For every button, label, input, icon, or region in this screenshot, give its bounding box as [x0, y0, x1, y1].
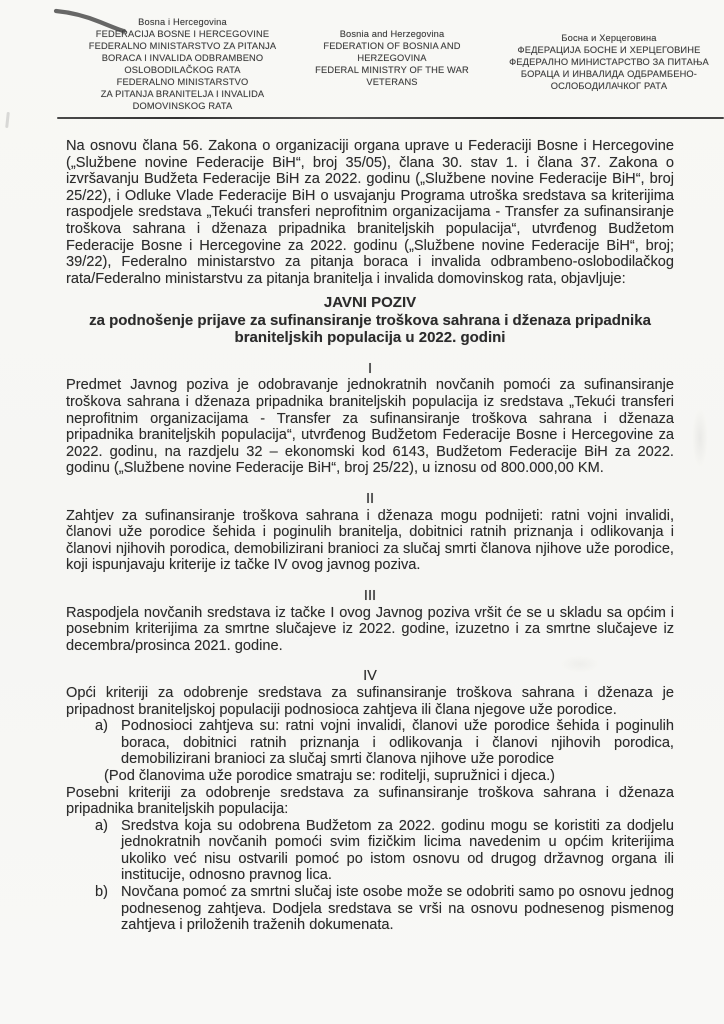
document-body — [66, 138, 674, 934]
letterhead-line: BORACA I INVALIDA ODBRAMBENO — [101, 53, 264, 63]
section-numeral-2: II — [365, 491, 375, 507]
letterhead-line: FEDERAL MINISTRY OF THE WAR — [315, 65, 469, 75]
section-numeral-1: I — [367, 360, 373, 377]
letterhead-line: HERZEGOVINA — [357, 53, 427, 63]
letterhead-line: Bosna i Hercegovina — [138, 17, 227, 27]
section-3-body: Raspodjela novčanih sredstava iz tačke I ovog Javnog poziva vršit će se u skladu sa općim i posebnim kriterijima za smrtne slučajeve iz 2022. godine, izuzetno i za smrtne slučajeve iz decembra/prosinca 2021. godine. — [66, 604, 674, 654]
title-block — [66, 294, 674, 347]
document-subtitle: za podnošenje prijave za sufinansiranje troškova sahrana i dženaza pripadnika braniteljskih populacija u 2022. godini — [89, 311, 651, 347]
list-item-text: Podnosioci zahtjeva su: ratni vojni invalidi, članovi uže porodice šehida i poginulih boraca, dobitnici ratnih priznanja i odlikovanja i članovi njihovih porodica, demobilizirani branioci za slučaj smrti članova njihove uže porodice — [121, 718, 674, 768]
family-members-note: (Pod članovima uže porodice smatraju se: roditelji, supružnici i djeca.) — [104, 767, 555, 784]
letterhead-line: ZA PITANJA BRANITELJA I INVALIDA — [100, 89, 265, 99]
letterhead-line: ФЕДЕРАЛНО МИНИСТАРСТВО ЗА ПИТАЊА — [509, 57, 709, 67]
letterhead-line: ФЕДЕРАЦИЈА БОСНЕ И ХЕРЦЕГОВИНЕ — [517, 45, 701, 55]
list-item-special-a — [66, 818, 674, 884]
letterhead-bosnian — [75, 16, 290, 112]
list-marker: a) — [95, 817, 108, 834]
section-4-special-criteria: Posebni kriteriji za odobrenje sredstava za sufinansiranje troškova sahrana i dženaza pripadnika braniteljskih populacija: — [66, 784, 674, 818]
section-2-body: Zahtjev za sufinansiranje troškova sahrana i dženaza mogu podnijeti: ratni vojni invalidi, članovi uže porodice šehida i poginulih branitelja, dobitnici ratnih priznanja i odlikovanja i članovi njihovih porodica, demobilizirani branioci za slučaj smrti članova njihove uže porodice, koji ispunjavaju kriterije iz tačke IV ovog javnog poziva. — [66, 507, 674, 574]
list-item-general-a — [66, 718, 674, 768]
list-marker: b) — [95, 884, 108, 901]
letterhead-english — [292, 28, 492, 88]
scan-artifact — [692, 408, 708, 468]
document-title: JAVNI POZIV — [323, 294, 417, 312]
letterhead-line: OSLOBODILAČKOG RATA — [124, 65, 241, 75]
intro-paragraph: Na osnovu člana 56. Zakona o organizaciji organa uprave u Federaciji Bosne i Hercegovine („Službene novine Federacije BiH“, broj 35/05), člana 30. stav 1. i člana 37. Zakona o izvršavanju Budžeta Federacije BiH za 2022. godinu („Službene novine Federacije BiH“, broj 25/22), i Odluke Vlade Federacije BiH o usvajanju Programa utroška sredstava sa kriterijima raspodjele sredstava „Tekući transferi neprofitnim organizacijama - Transfer za sufinansiranje troškova sahrana i dženaza pripadnika braniteljskih populacija“, utvrđenog Budžetom Federacije Bosne i Hercegovine za 2022. godinu („Službene novine Federacije BiH“, broj; 39/22), Federalno ministarstvo za pitanja boraca i invalida odbrambeno-oslobodilačkog rata/Federalno ministarstvu za pitanja branitelja i invalida domovinskog rata, objavljuje: — [66, 138, 674, 287]
letterhead-line: DOMOVINSKOG RATA — [132, 101, 233, 111]
letterhead-line: FEDERATION OF BOSNIA AND — [323, 41, 461, 51]
letterhead-cyrillic — [496, 32, 722, 92]
letterhead-line: Босна и Херцеговина — [561, 33, 657, 43]
section-numeral-4: IV — [363, 668, 377, 685]
list-marker: a) — [95, 718, 108, 735]
letterhead-line: VETERANS — [366, 77, 418, 87]
section-1-body: Predmet Javnog poziva je odobravanje jednokratnih novčanih pomoći za sufinansiranje troškova sahrana i dženaza pripadnika braniteljskih populacija iz sredstava „Tekući transferi neprofitnim organizacijama - Transfer za sufinansiranje troškova sahrana i dženaza pripadnika braniteljskih populacija“, utvrđenog Budžetom Federacije Bosne i Hercegovine za 2022. godinu, na razdjelu 32 – ekonomski kod 6143, Budžetom Federacije BiH za 2022. godinu („Službene novine Federacije BiH“, broj 25/22), u iznosu od 800.000,00 KM. — [66, 377, 674, 477]
letterhead-line: FEDERACIJA BOSNE I HERCEGOVINE — [95, 29, 270, 39]
letterhead-line: Bosnia and Herzegovina — [339, 29, 445, 39]
list-item-text: Novčana pomoć za smrtni slučaj iste osobe može se odobriti samo po osnovu jednog podnesenog zahtjeva. Dodjela sredstava se vrši na osnovu podnesenog pismenog zahtjeva i priloženih traženih dokumenata. — [121, 884, 674, 934]
section-4-general-criteria: Opći kriteriji za odobrenje sredstava za sufinansiranje troškova sahrana i dženaza je pripadnost braniteljskoj populaciji podnosioca zahtjeva ili člana njegove uže porodice. — [66, 684, 674, 718]
list-item-special-b — [66, 884, 674, 934]
letterhead-line: БОРАЦА И ИНВАЛИДА ОДБРАМБЕНО- — [520, 69, 698, 79]
letterhead-divider — [57, 117, 724, 119]
letterhead — [0, 0, 724, 118]
letterhead-line: FEDERALNO MINISTARSTVO ZA PITANJA — [88, 41, 277, 51]
letterhead-line: FEDERALNO MINISTARSTVO — [116, 77, 249, 87]
letterhead-line: ОСЛОБОДИЛАЧКОГ РАТА — [550, 81, 668, 91]
section-numeral-3: III — [363, 587, 377, 604]
list-item-text: Sredstva koja su odobrena Budžetom za 2022. godinu mogu se koristiti za dodjelu jednokratnih novčanih pomoći svim fizičkim licima navedenim u općim kriterijima ukoliko već nisu ostvarili pomoć po istom osnovu od drugog državnog organa ili institucije, odnosno pravnog lica. — [121, 817, 674, 884]
